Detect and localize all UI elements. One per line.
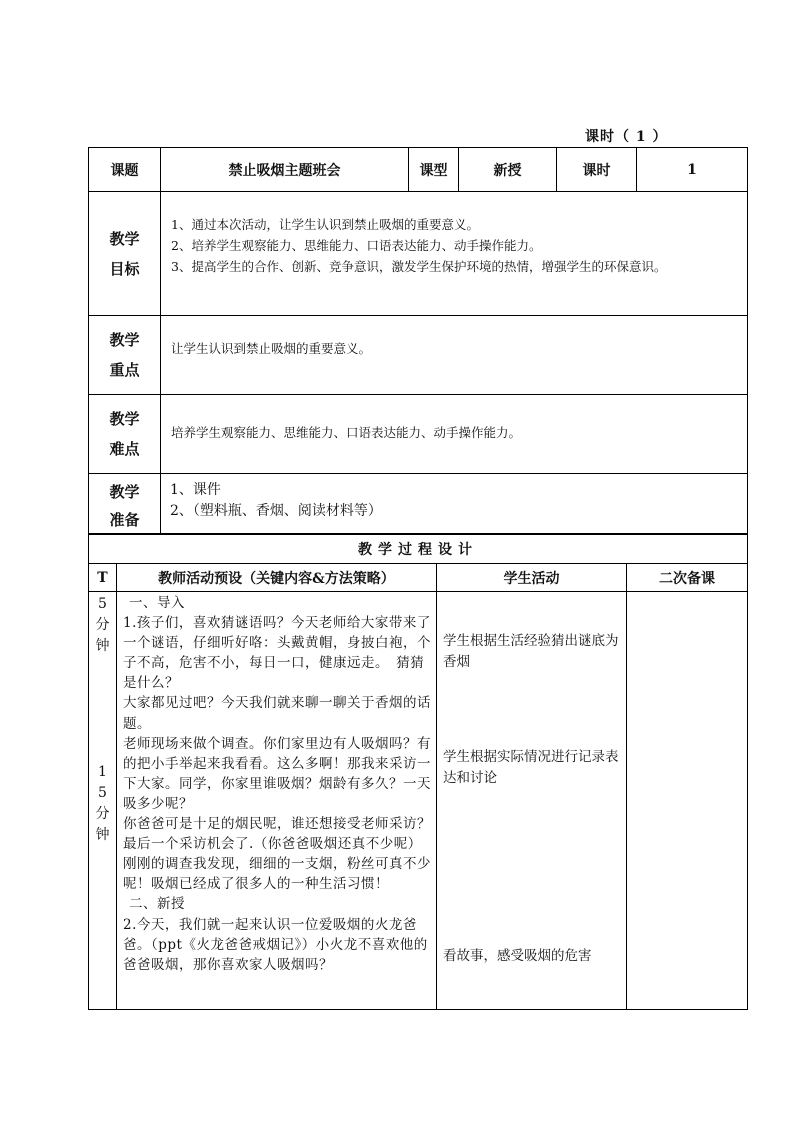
focus-content: 让学生认识到禁止吸烟的重要意义。 [161,316,748,395]
difficulty-content: 培养学生观察能力、思维能力、口语表达能力、动手操作能力。 [161,395,748,474]
teacher-activity [117,592,445,1010]
teacher-line: 大家都见过吧？今天我们就来聊一聊关于香烟的话题。 [123,695,431,732]
teacher-line: 2.今天，我们就一起来认识一位爱吸烟的火龙爸爸。（ppt《火龙爸爸戒烟记》）小火龙不喜欢他的爸爸吸烟，那你喜欢家人吸烟吗？ [123,916,428,973]
topic-label: 课题 [89,148,161,192]
goals-content [161,192,748,316]
process-title-row [89,534,748,564]
col-header-second-prep: 二次备课 [627,564,748,592]
process-table [88,533,748,1010]
info-row [89,148,748,192]
process-body-row [89,592,748,1010]
time-column: 5 分 钟 1 5 分 钟 [89,592,117,1010]
goals-row [89,192,748,316]
student-item: 看故事，感受吸烟的危害 [443,948,592,964]
teacher-line: 二、新授 [129,896,185,913]
lesson-info-table [88,147,748,535]
period-header: 课时（ 1 ） [585,129,668,145]
student-item: 学生根据生活经验猜出谜底为香烟 [443,633,619,670]
teacher-line: 你爸爸可是十足的烟民呢，谁还想接受老师采访？ 最后一个采访机会了.（你爸爸吸烟还真不少呢）刚刚的调查我发现，细细的一支烟，粉丝可真不少呢！吸烟已经成了很多人的一种生活习惯！ [123,816,445,893]
topic-value: 禁止吸烟主题班会 [161,148,409,192]
col-header-student: 学生活动 [437,564,627,592]
prep-label: 教学 准备 [89,474,161,535]
goal-item: 3、提高学生的合作、创新、竞争意识，激发学生保护环境的热情，增强学生的环保意识。 [171,259,667,274]
prep-content [161,474,748,535]
teacher-line: 1.孩子们，喜欢猜谜语吗？今天老师给大家带来了一个谜语，仔细听好咯：头戴黄帽，身披白袍，个子不高，危害不小，每日一口，健康远走。 猜猜是什么？ [123,615,431,692]
period-label: 课时 [557,148,637,192]
goals-label: 教学 目标 [89,192,161,316]
difficulty-label: 教学 难点 [89,395,161,474]
type-label: 课型 [409,148,459,192]
type-value: 新授 [459,148,557,192]
prep-item: 1、课件 [170,482,221,498]
period-value: 1 [637,148,748,192]
prep-item: 2、（塑料瓶、香烟、阅读材料等） [170,503,382,519]
process-title: 教学过程设计 [89,534,748,564]
teacher-line: 老师现场来做个调查。你们家里边有人吸烟吗？有的把小手举起来我看看。这么多啊！那我来采访一下大家。同学，你家里谁吸烟？烟龄有多久？一天吸多少呢？ [123,735,431,812]
teacher-line: 一、导入 [129,595,185,611]
difficulty-row [89,395,748,474]
second-prep-cell [627,592,748,1010]
student-activity [437,592,627,1010]
process-header-row [89,564,748,592]
focus-row [89,316,748,395]
student-item: 学生根据实际情况进行记录表达和讨论 [443,749,619,786]
focus-label: 教学 重点 [89,316,161,395]
col-header-time: T [89,564,117,592]
prep-row [89,474,748,535]
goal-item: 2、培养学生观察能力、思维能力、口语表达能力、动手操作能力。 [171,238,542,253]
goal-item: 1、通过本次活动，让学生认识到禁止吸烟的重要意义。 [171,217,479,232]
col-header-teacher: 教师活动预设（关键内容&方法策略） [117,564,437,592]
